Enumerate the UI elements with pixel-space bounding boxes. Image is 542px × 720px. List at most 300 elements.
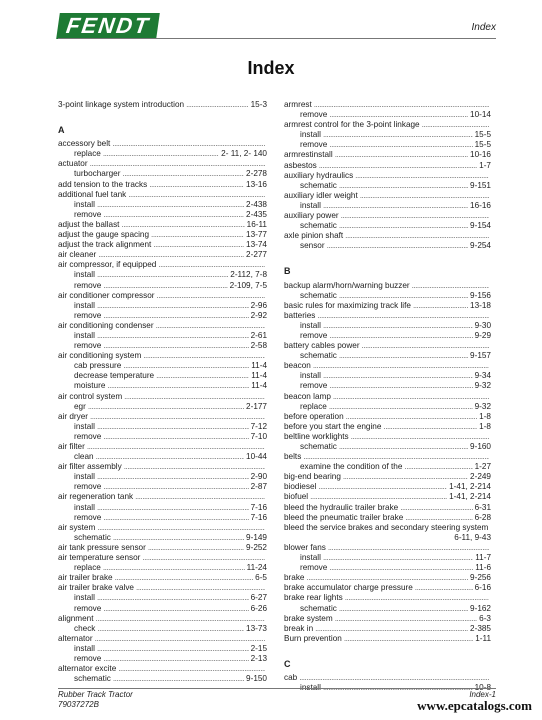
entry-text: break in	[284, 623, 314, 633]
index-entry	[284, 432, 491, 442]
entry-page: 2-278	[246, 169, 267, 179]
entry-text: brake accumulator charge pressure	[284, 583, 413, 593]
index-subentry	[58, 200, 267, 210]
index-entry	[58, 230, 267, 240]
entry-text: adjust the gauge spacing	[58, 230, 150, 240]
index-entry	[58, 100, 267, 110]
leader-dots	[339, 351, 468, 361]
entry-text: beltline worklights	[284, 431, 349, 441]
leader-dots	[323, 321, 473, 331]
leader-dots	[97, 523, 265, 533]
entry-text: alignment	[58, 613, 94, 623]
entry-text: air tank pressure sensor	[58, 542, 146, 552]
index-subentry	[58, 371, 267, 381]
leader-dots	[90, 159, 265, 169]
leader-dots	[103, 563, 245, 573]
entry-text: install	[74, 330, 95, 340]
index-subentry	[284, 462, 491, 472]
index-subentry	[58, 381, 267, 391]
index-subentry	[284, 130, 491, 140]
entry-text: beacon	[284, 361, 311, 371]
index-subentry	[58, 169, 267, 179]
entry-text: beacon lamp	[284, 391, 331, 401]
leader-dots	[318, 482, 447, 492]
footer-page-label: Index-1	[469, 690, 496, 699]
leader-dots	[103, 513, 248, 523]
index-entry	[58, 180, 267, 190]
index-entry	[284, 673, 491, 683]
index-entry	[58, 190, 267, 200]
entry-page: 7-16	[250, 502, 267, 512]
entry-text: backup alarm/horn/warning buzzer	[284, 280, 410, 290]
entry-text: replace	[74, 149, 101, 159]
leader-dots	[156, 371, 249, 381]
entry-page: 2-177	[246, 401, 267, 411]
leader-dots	[143, 351, 265, 361]
entry-text: add tension to the tracks	[58, 179, 148, 189]
leader-dots	[107, 381, 249, 391]
entry-page: 11-4	[251, 381, 267, 391]
entry-text: install	[74, 643, 95, 653]
footer-model: Rubber Track Tractor	[58, 690, 133, 699]
entry-text: big-end bearing	[284, 472, 341, 482]
entry-text: remove	[74, 482, 102, 492]
leader-dots	[87, 442, 265, 452]
index-entry	[284, 171, 491, 181]
entry-page: 6-31	[474, 502, 491, 512]
index-subentry	[284, 381, 491, 391]
entry-page: 11-7	[475, 553, 491, 563]
index-subentry	[284, 291, 491, 301]
leader-dots	[383, 422, 477, 432]
leader-dots	[339, 291, 468, 301]
index-entry	[58, 291, 267, 301]
entry-text: replace	[300, 401, 327, 411]
entry-page: 9-29	[474, 330, 491, 340]
entry-text: 3-point linkage system introduction	[58, 100, 185, 109]
watermark: www.epcatalogs.com	[417, 698, 532, 713]
entry-page: 9-34	[474, 371, 491, 381]
leader-dots	[103, 432, 248, 442]
leader-dots	[339, 604, 468, 614]
entry-text: replace	[74, 563, 101, 573]
leader-dots	[345, 231, 489, 241]
entry-page: 13-16	[246, 179, 267, 189]
entry-text: schematic	[74, 674, 111, 684]
entry-text: battery cables power	[284, 341, 360, 351]
leader-dots	[339, 221, 468, 231]
index-column-left	[58, 100, 267, 684]
entry-text: belts	[284, 452, 302, 462]
leader-dots	[135, 492, 265, 502]
entry-text: install	[300, 200, 321, 210]
index-entry	[284, 583, 491, 593]
leader-dots	[346, 412, 478, 422]
leader-dots	[97, 301, 249, 311]
index-subentry	[58, 503, 267, 513]
index-entry	[284, 573, 491, 583]
entry-text: install	[300, 553, 321, 563]
entry-page: 15-5	[474, 130, 491, 140]
entry-text: biodiesel	[284, 482, 317, 492]
entry-page: 13-18	[470, 300, 491, 310]
leader-dots	[303, 452, 489, 462]
leader-dots	[323, 201, 468, 211]
leader-dots	[415, 583, 473, 593]
section-letter: B	[284, 266, 291, 277]
index-subentry	[58, 563, 267, 573]
index-entry	[58, 664, 267, 674]
footer-model-block	[58, 690, 133, 710]
index-subentry	[284, 331, 491, 341]
entry-text: armrest	[284, 100, 312, 109]
leader-dots	[413, 301, 468, 311]
entry-page: 11-6	[475, 563, 491, 573]
entry-text: remove	[74, 209, 102, 219]
entry-page: 9-154	[470, 221, 491, 231]
entry-page: 15-5	[474, 140, 491, 150]
index-entry	[58, 492, 267, 502]
entry-text: air filter assembly	[58, 462, 122, 472]
entry-text: schematic	[300, 603, 337, 613]
entry-text: auxiliary power	[284, 211, 339, 221]
index-entry	[284, 281, 491, 291]
entry-page: 6-26	[250, 603, 267, 613]
index-entry	[284, 492, 491, 502]
entry-text: air trailer brake	[58, 573, 113, 583]
entry-text: batteries	[284, 310, 316, 320]
index-entry	[58, 543, 267, 553]
entry-text: brake	[284, 573, 305, 583]
index-entry	[284, 593, 491, 603]
leader-dots	[329, 140, 472, 150]
index-subentry	[58, 513, 267, 523]
leader-dots	[306, 573, 468, 583]
leader-dots	[97, 270, 228, 280]
index-subentry	[284, 110, 491, 120]
leader-dots	[128, 190, 265, 200]
index-entry	[284, 392, 491, 402]
index-subentry	[58, 301, 267, 311]
entry-text: schematic	[300, 180, 337, 190]
index-subentry	[58, 341, 267, 351]
leader-dots	[156, 291, 265, 301]
entry-page: 2-58	[250, 341, 267, 351]
index-entry	[58, 220, 267, 230]
leader-dots	[103, 482, 248, 492]
index-subentry	[58, 654, 267, 664]
leader-dots	[362, 341, 489, 351]
index-subentry	[284, 241, 491, 251]
entry-text: clean	[74, 452, 94, 462]
entry-page: 7-12	[250, 421, 267, 431]
index-column-right	[284, 100, 491, 693]
entry-text: bleed the service brakes and secondary steering system	[284, 522, 489, 532]
index-subentry	[58, 210, 267, 220]
index-subentry	[58, 422, 267, 432]
brand-logo: FENDT	[56, 13, 160, 39]
leader-dots	[124, 462, 265, 472]
leader-dots	[142, 553, 265, 563]
entry-text: turbocharger	[74, 169, 121, 179]
entry-text: remove	[74, 310, 102, 320]
entry-text: additional fuel tank	[58, 189, 127, 199]
leader-dots	[103, 149, 219, 159]
index-entry	[58, 553, 267, 563]
index-entry	[58, 240, 267, 250]
leader-dots	[124, 392, 265, 402]
entry-text: bleed the hydraulic trailer brake	[284, 502, 399, 512]
entry-text: install	[74, 472, 95, 482]
entry-page: 13-77	[246, 230, 267, 240]
leader-dots	[96, 452, 244, 462]
entry-text: install	[74, 270, 95, 280]
entry-text: adjust the ballast	[58, 219, 120, 229]
index-subentry	[284, 351, 491, 361]
entry-text: air conditioner compressor	[58, 290, 155, 300]
entry-text: remove	[74, 341, 102, 351]
entry-page: 9-30	[474, 320, 491, 330]
entry-page: 2-92	[250, 310, 267, 320]
index-entry	[284, 161, 491, 171]
entry-page: 16-11	[246, 219, 267, 229]
entry-page: 6-11, 9-43	[454, 532, 491, 542]
index-subentry	[58, 533, 267, 543]
leader-dots	[314, 100, 489, 110]
entry-text: asbestos	[284, 160, 317, 170]
index-entry	[58, 583, 267, 593]
index-entry	[284, 120, 491, 130]
entry-text: moisture	[74, 381, 106, 391]
leader-dots	[121, 220, 244, 230]
leader-dots	[422, 120, 489, 130]
entry-page: 16-16	[470, 200, 491, 210]
index-entry	[58, 351, 267, 361]
leader-dots	[98, 250, 244, 260]
entry-page: 11-4	[251, 361, 267, 371]
entry-page: 1-8	[479, 421, 491, 431]
entry-page: 9-160	[470, 442, 491, 451]
entry-text: remove	[74, 512, 102, 522]
entry-page: 9-32	[474, 381, 491, 391]
leader-dots	[136, 583, 265, 593]
entry-text: remove	[74, 653, 102, 663]
leader-dots	[97, 200, 244, 210]
entry-page: 10-44	[246, 452, 267, 462]
entry-page: 1-7	[479, 160, 491, 170]
leader-dots	[97, 503, 249, 513]
index-subentry	[58, 281, 267, 291]
index-entry	[284, 100, 491, 110]
leader-dots	[351, 432, 489, 442]
leader-dots	[329, 402, 473, 412]
entry-page: 2-13	[250, 653, 267, 663]
leader-dots	[341, 211, 489, 221]
leader-dots	[148, 543, 244, 553]
index-entry	[58, 614, 267, 624]
leader-dots	[96, 614, 265, 624]
index-subentry	[58, 593, 267, 603]
leader-dots	[97, 422, 249, 432]
index-entry	[284, 191, 491, 201]
index-entry	[284, 422, 491, 432]
entry-page: 9-150	[246, 674, 267, 684]
leader-dots	[103, 604, 248, 614]
entry-page: 13-73	[246, 623, 267, 633]
leader-dots	[88, 402, 244, 412]
entry-text: auxiliary idler weight	[284, 190, 358, 200]
index-entry	[284, 634, 491, 644]
index-entry	[58, 634, 267, 644]
entry-text: decrease temperature	[74, 371, 155, 381]
index-subentry	[58, 472, 267, 482]
leader-dots	[123, 361, 249, 371]
leader-dots	[328, 543, 489, 553]
index-subentry	[284, 321, 491, 331]
entry-page: 2-15	[250, 643, 267, 653]
entry-text: alternator excite	[58, 664, 117, 674]
entry-page: 9-151	[470, 180, 491, 190]
header-section-label: Index	[471, 22, 496, 33]
index-entry	[58, 523, 267, 533]
index-entry	[58, 462, 267, 472]
index-subentry	[284, 181, 491, 191]
entry-text: actuator	[58, 159, 88, 169]
index-subentry	[284, 563, 491, 573]
entry-text: air cleaner	[58, 250, 97, 260]
entry-text: air control system	[58, 391, 123, 401]
index-entry	[284, 452, 491, 462]
entry-page: 6-5	[255, 573, 267, 583]
leader-dots	[103, 281, 227, 291]
section-gap	[284, 251, 491, 260]
entry-page: 9-157	[470, 351, 491, 361]
entry-text: install	[300, 130, 321, 140]
entry-page: 6-27	[250, 593, 267, 603]
index-entry	[284, 624, 491, 634]
leader-dots	[103, 210, 244, 220]
index-entry	[58, 260, 267, 270]
leader-dots	[355, 171, 489, 181]
index-entry	[58, 139, 267, 149]
leader-dots	[319, 161, 477, 171]
entry-page: 2-90	[250, 472, 267, 482]
leader-dots	[400, 503, 472, 513]
leader-dots	[158, 260, 265, 270]
footer-part-number: 79037272B	[58, 700, 99, 709]
entry-text: remove	[74, 431, 102, 441]
entry-page: 1-41, 2-214	[449, 492, 491, 502]
entry-text: install	[74, 199, 95, 209]
leader-dots	[329, 110, 468, 120]
index-subentry	[284, 553, 491, 563]
entry-text: schematic	[300, 290, 337, 300]
index-subentry	[58, 149, 267, 159]
entry-page: 9-162	[470, 603, 491, 613]
index-entry	[284, 513, 491, 523]
index-entry	[58, 412, 267, 422]
entry-text: air compressor, if equipped	[58, 260, 157, 270]
entry-page: 2-96	[250, 300, 267, 310]
leader-dots	[113, 533, 244, 543]
leader-dots	[103, 341, 248, 351]
index-subentry	[58, 482, 267, 492]
entry-page: 10-14	[470, 110, 491, 120]
entry-page: 2-277	[246, 250, 267, 260]
leader-dots	[323, 371, 473, 381]
entry-page: 13-74	[246, 240, 267, 250]
leader-dots	[315, 624, 468, 634]
entry-page: 2-61	[250, 330, 267, 340]
index-entry	[284, 150, 491, 160]
entry-text: cab pressure	[74, 361, 122, 371]
index-entry	[284, 231, 491, 241]
entry-page: 1-27	[474, 462, 491, 472]
index-subentry	[284, 604, 491, 614]
index-entry	[58, 159, 267, 169]
entry-page: 7-10	[250, 431, 267, 441]
entry-page: 2-109, 7-5	[229, 280, 267, 290]
index-entry	[284, 543, 491, 553]
entry-text: remove	[300, 110, 328, 120]
entry-page: 9-256	[470, 573, 491, 583]
index-entry	[284, 301, 491, 311]
leader-dots	[95, 634, 265, 644]
leader-dots	[90, 412, 265, 422]
index-entry	[284, 361, 491, 371]
leader-dots	[103, 654, 248, 664]
leader-dots	[97, 472, 249, 482]
entry-text: remove	[300, 563, 328, 573]
index-subentry	[58, 624, 267, 634]
entry-text: remove	[300, 381, 328, 391]
entry-text: remove	[300, 140, 328, 150]
entry-text: install	[74, 593, 95, 603]
entry-page: 2-385	[470, 623, 491, 633]
entry-text: egr	[74, 401, 86, 411]
entry-page: 9-252	[246, 542, 267, 552]
entry-text: air conditioning system	[58, 351, 142, 361]
index-subentry	[284, 140, 491, 150]
leader-dots	[97, 331, 249, 341]
entry-page: 2-112, 7-8	[230, 270, 267, 280]
leader-dots	[323, 553, 473, 563]
index-entry	[284, 533, 491, 543]
section-gap	[58, 110, 267, 119]
leader-dots	[317, 311, 489, 321]
entry-text: examine the condition of the	[300, 462, 403, 472]
entry-text: bleed the pneumatic trailer brake	[284, 512, 404, 522]
leader-dots	[313, 361, 489, 371]
entry-page: 9-156	[470, 290, 491, 300]
entry-text: install	[300, 320, 321, 330]
index-subentry	[58, 604, 267, 614]
index-subentry	[284, 402, 491, 412]
index-entry	[284, 523, 491, 533]
leader-dots	[299, 673, 489, 683]
leader-dots	[97, 593, 249, 603]
leader-dots	[343, 472, 468, 482]
entry-text: remove	[74, 603, 102, 613]
leader-dots	[339, 442, 468, 452]
index-subentry	[58, 674, 267, 684]
header-divider	[58, 38, 496, 39]
entry-text: auxiliary hydraulics	[284, 170, 354, 180]
entry-text: check	[74, 623, 96, 633]
leader-dots	[112, 139, 265, 149]
entry-text: schematic	[300, 221, 337, 231]
entry-text: brake rear lights	[284, 593, 343, 603]
